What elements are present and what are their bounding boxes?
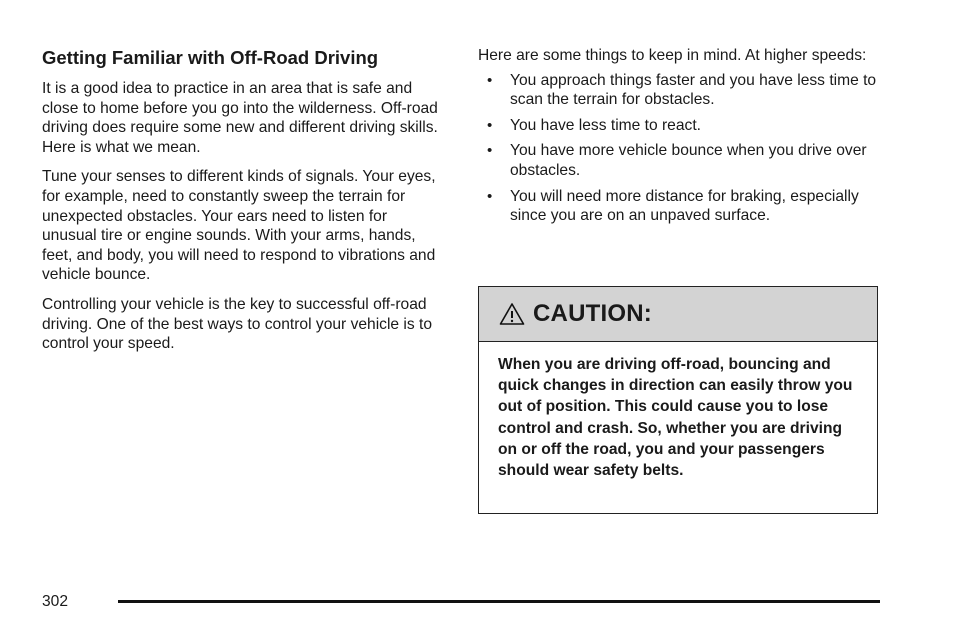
list-item <box>478 187 880 226</box>
bullet-icon: • <box>487 116 493 134</box>
list-item-text: You approach things faster and you have less time to scan the terrain for obstacles. <box>510 71 877 109</box>
caution-title: CAUTION: <box>533 300 652 327</box>
paragraph-practice: It is a good idea to practice in an area that is safe and close to home before you go into the wilderness. Off-road driving does require some new and different driving skills. Here is what we mean. <box>42 80 438 156</box>
caution-header <box>479 287 877 342</box>
section-heading: Getting Familiar with Off-Road Driving <box>42 47 379 68</box>
list-item-text: You have more vehicle bounce when you drive over obstacles. <box>510 142 867 179</box>
footer-rule <box>118 600 880 603</box>
list-item-text: You have less time to react. <box>510 116 701 134</box>
warning-triangle-icon <box>499 302 525 326</box>
bullet-icon: • <box>487 187 493 205</box>
bullet-icon: • <box>487 71 493 89</box>
list-item <box>478 71 880 110</box>
list-item <box>478 141 880 180</box>
list-item-text: You will need more distance for braking, especially since you are on an unpaved surface. <box>510 187 859 225</box>
intro-paragraph: Here are some things to keep in mind. At higher speeds: <box>478 47 867 64</box>
paragraph-senses: Tune your senses to different kinds of signals. Your eyes, for example, need to constantly sweep the terrain for unexpected obstacles. Your ears need to listen for unusual tire or engine sounds. With your arms, hands, feet, and body, you will need to respond to vibrations and vehicle bounce. <box>42 168 436 284</box>
paragraph-control-speed: Controlling your vehicle is the key to successful off-road driving. One of the best ways to control your vehicle is to control your speed. <box>42 295 433 353</box>
left-column <box>42 46 442 364</box>
bullet-list <box>478 71 880 226</box>
page-number: 302 <box>42 593 69 610</box>
bullet-icon: • <box>487 142 493 160</box>
list-item <box>478 116 880 136</box>
right-column <box>478 46 880 232</box>
caution-box <box>478 286 878 514</box>
caution-text: When you are driving off-road, bouncing and quick changes in direction can easily throw you out of position. This could cause you to lose control and crash. So, whether you are driving on or off the road, you and your passengers should wear safety belts. <box>498 356 853 480</box>
